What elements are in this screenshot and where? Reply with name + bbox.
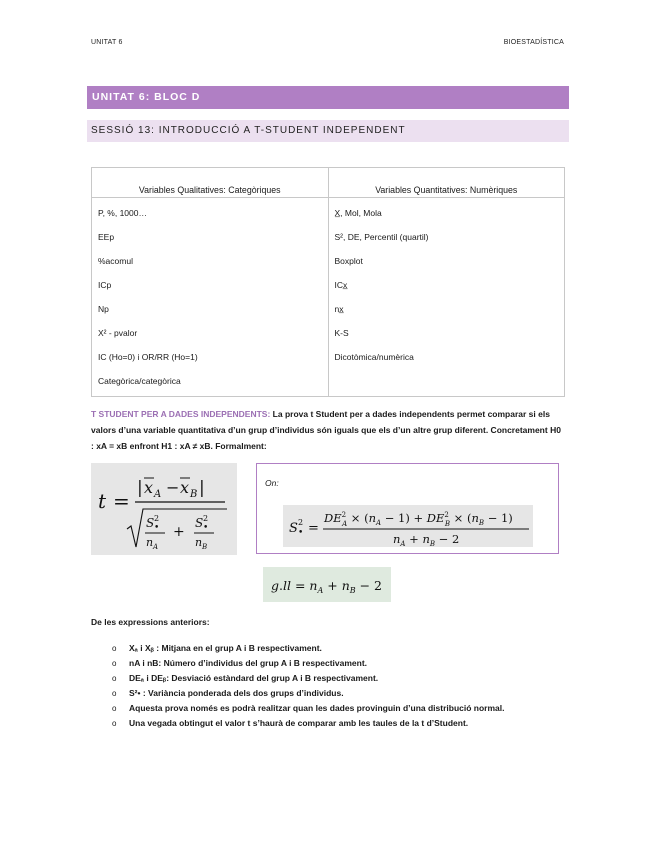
svg-text:•: • xyxy=(298,528,304,538)
t-formula xyxy=(91,463,237,555)
svg-text:x: x xyxy=(180,478,190,497)
qualitative-column xyxy=(92,198,329,397)
svg-text:S: S xyxy=(289,521,298,536)
svg-text:n: n xyxy=(146,536,154,549)
svg-text:S: S xyxy=(195,516,204,530)
table-cell: %acomul xyxy=(98,256,133,266)
list-item: o Xₐ i Xᵦ : Mitjana en el grup A i B respectivament. xyxy=(112,641,562,656)
list-item: o Aquesta prova només es podrà realitzar quan les dades provinguin d’una distribució normal. xyxy=(112,701,562,716)
svg-text:B: B xyxy=(190,489,198,500)
table-cell: X̲, Mol, Mola xyxy=(334,208,382,218)
svg-text:•: • xyxy=(154,523,160,533)
table-cell: ICp xyxy=(98,280,112,290)
table-cell: S², DE, Percentil (quartil) xyxy=(334,232,429,242)
svg-text:|: | xyxy=(137,478,143,498)
list-item: o DEₐ i DEᵦ: Desviació estàndard del grup A i B respectivament. xyxy=(112,671,562,686)
header-unit: UNITAT 6 xyxy=(91,39,123,46)
svg-text:2: 2 xyxy=(203,514,209,523)
t-formula-graphic xyxy=(91,463,237,555)
header-quantitative: Variables Quantitatives: Numèriques xyxy=(328,168,565,198)
header-subject: BIOESTADÍSTICA xyxy=(503,39,564,46)
quantitative-column xyxy=(328,198,565,397)
intro-text: La prova t Student per a dades independents permet comparar si els valors d’una variable quantitativa d’un grup d’individus són iguals que els d’un altre grup diferent. Concretament H0 : xA = xB enfront H1 : xA ≠ xB. Formalment: xyxy=(91,409,561,451)
svg-text:A: A xyxy=(153,543,159,551)
table-cell: X² - pvalor xyxy=(98,328,138,338)
svg-text:n: n xyxy=(195,536,203,549)
svg-text:t: t xyxy=(98,489,107,513)
table-cell: ICx̲ xyxy=(334,280,348,290)
svg-text:x: x xyxy=(144,478,154,497)
bullet-icon: o xyxy=(112,659,117,668)
table-cell: Np xyxy=(98,304,109,314)
unit-title: UNITAT 6: BLOC D xyxy=(87,86,569,109)
table-cell: Categòrica/categòrica xyxy=(98,376,181,386)
list-item: o S²• : Variància ponderada dels dos grups d’individus. xyxy=(112,686,562,701)
pooled-variance-formula xyxy=(283,505,533,547)
table-cell: EEp xyxy=(98,232,115,242)
on-label: On: xyxy=(265,478,279,488)
table-cell: K-S xyxy=(334,328,349,338)
degrees-freedom-formula xyxy=(263,567,391,602)
svg-text:+: + xyxy=(173,524,185,540)
bullet-icon: o xyxy=(112,674,117,683)
svg-text:=: = xyxy=(113,489,130,513)
header-qualitative: Variables Qualitatives: Categòriques xyxy=(92,168,329,198)
svg-text:•: • xyxy=(203,523,209,533)
pooled-variance-box xyxy=(256,463,559,554)
bullet-icon: o xyxy=(112,689,117,698)
svg-text:2: 2 xyxy=(298,518,304,527)
list-item: o Una vegada obtingut el valor t s’haurà de comparar amb les taules de la t d’Student. xyxy=(112,716,562,731)
degrees-freedom-graphic xyxy=(263,567,391,602)
svg-text:g.ll = nA + nB − 2: $g.ll = n_A + n_B - 2$ xyxy=(271,578,383,595)
svg-text:DE2A × (nA − 1) + DE2B × (nB −: $DE^2$ $A \times (n_A - 1) + DE^2$ $B \times (n_B - 1)$ xyxy=(324,511,513,528)
svg-text:|: | xyxy=(199,478,205,498)
svg-text:S: S xyxy=(146,516,155,530)
table-cell: P, %, 1000… xyxy=(98,208,147,218)
svg-text:nA + nB − 2: $n_A + n_B - 2$ xyxy=(393,532,460,547)
svg-text:−: − xyxy=(166,478,180,497)
intro-paragraph xyxy=(91,406,565,454)
svg-text:A: A xyxy=(154,489,162,500)
list-item: o nA i nB: Número d’individus del grup A i B respectivament. xyxy=(112,656,562,671)
bullet-icon: o xyxy=(112,704,117,713)
session-title: SESSIÓ 13: INTRODUCCIÓ A T-STUDENT INDEPENDENT xyxy=(87,120,569,142)
expressions-list xyxy=(112,641,562,731)
intro-title: T STUDENT PER A DADES INDEPENDENTS: xyxy=(91,409,271,419)
svg-text:2: 2 xyxy=(154,514,160,523)
table-cell: Dicotòmica/numèrica xyxy=(334,352,414,362)
expressions-title: De les expressions anteriors: xyxy=(91,617,210,627)
table-cell: IC (Ho=0) i OR/RR (Ho=1) xyxy=(98,352,198,362)
svg-text:B: B xyxy=(202,543,208,551)
pooled-variance-graphic xyxy=(283,505,533,547)
variables-table xyxy=(91,167,565,397)
bullet-icon: o xyxy=(112,644,117,653)
table-cell: Boxplot xyxy=(334,256,363,266)
bullet-icon: o xyxy=(112,719,117,728)
svg-text:=: = xyxy=(308,521,319,536)
table-cell: nx̲ xyxy=(334,304,344,314)
